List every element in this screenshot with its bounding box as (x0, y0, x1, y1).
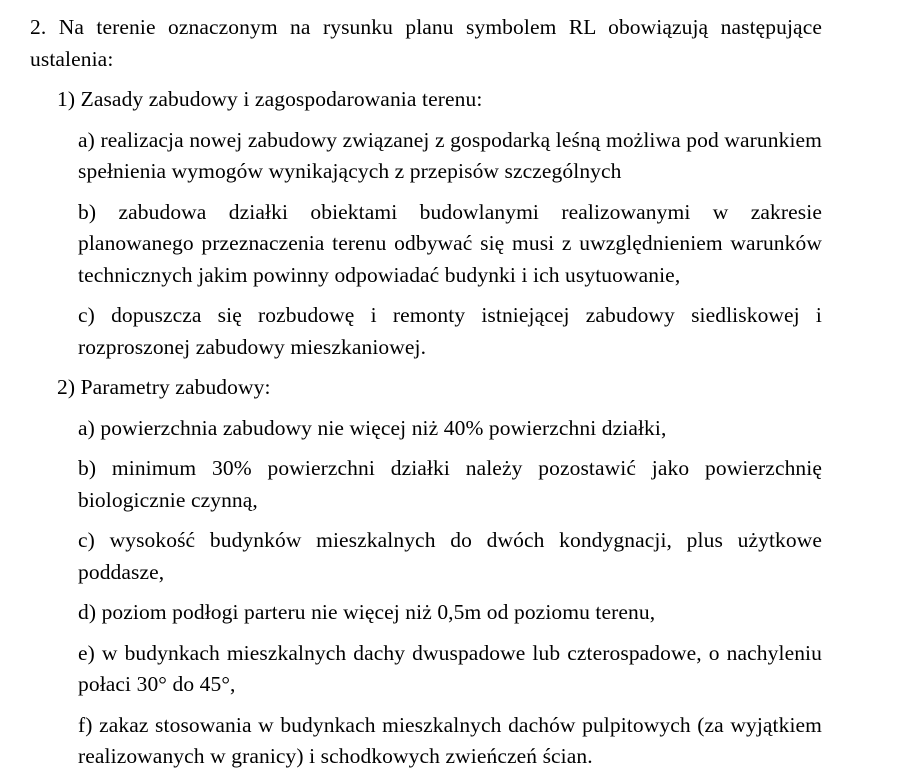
paragraph-sub-2-f: f) zakaz stosowania w budynkach mieszkalnych dachów pulpitowych (za wyjątkiem realizowanych w granicy) i schodkowych zwieńczeń ścian. (78, 712, 822, 768)
paragraph-sub-1-a: a) realizacja nowej zabudowy związanej z gospodarką leśną możliwa pod warunkiem spełnienia wymogów wynikających z przepisów szczególnych (78, 127, 822, 183)
document-body (30, 12, 822, 773)
paragraph-sub-1-c: c) dopuszcza się rozbudowę i remonty istniejącej zabudowy siedliskowej i rozproszonej zabudowy mieszkaniowej. (78, 303, 822, 359)
paragraph-sub-2-e: e) w budynkach mieszkalnych dachy dwuspadowe lub czterospadowe, o nachyleniu połaci 30° do 45°, (78, 640, 822, 696)
paragraph-sub-2-d: d) poziom podłogi parteru nie więcej niż 0,5m od poziomu terenu, (78, 600, 656, 624)
paragraph-sub-2-c: c) wysokość budynków mieszkalnych do dwóch kondygnacji, plus użytkowe poddasze, (78, 528, 822, 584)
paragraph-sub-2: 2) Parametry zabudowy: (57, 375, 271, 399)
paragraph-sub-1: 1) Zasady zabudowy i zagospodarowania terenu: (57, 87, 483, 111)
paragraph-sub-1-b: b) zabudowa działki obiektami budowlanymi realizowanymi w zakresie planowanego przeznaczenia terenu odbywać się musi z uwzględnieniem warunków technicznych jakim powinny odpowiadać budynki i ich usytuowanie, (78, 199, 822, 287)
paragraph-item-2: 2. Na terenie oznaczonym na rysunku planu symbolem RL obowiązują następujące ustalenia: (30, 15, 822, 71)
paragraph-sub-2-b: b) minimum 30% powierzchni działki należy pozostawić jako powierzchnię biologicznie czynną, (78, 456, 822, 512)
paragraph-sub-2-a: a) powierzchnia zabudowy nie więcej niż 40% powierzchni działki, (78, 415, 667, 440)
